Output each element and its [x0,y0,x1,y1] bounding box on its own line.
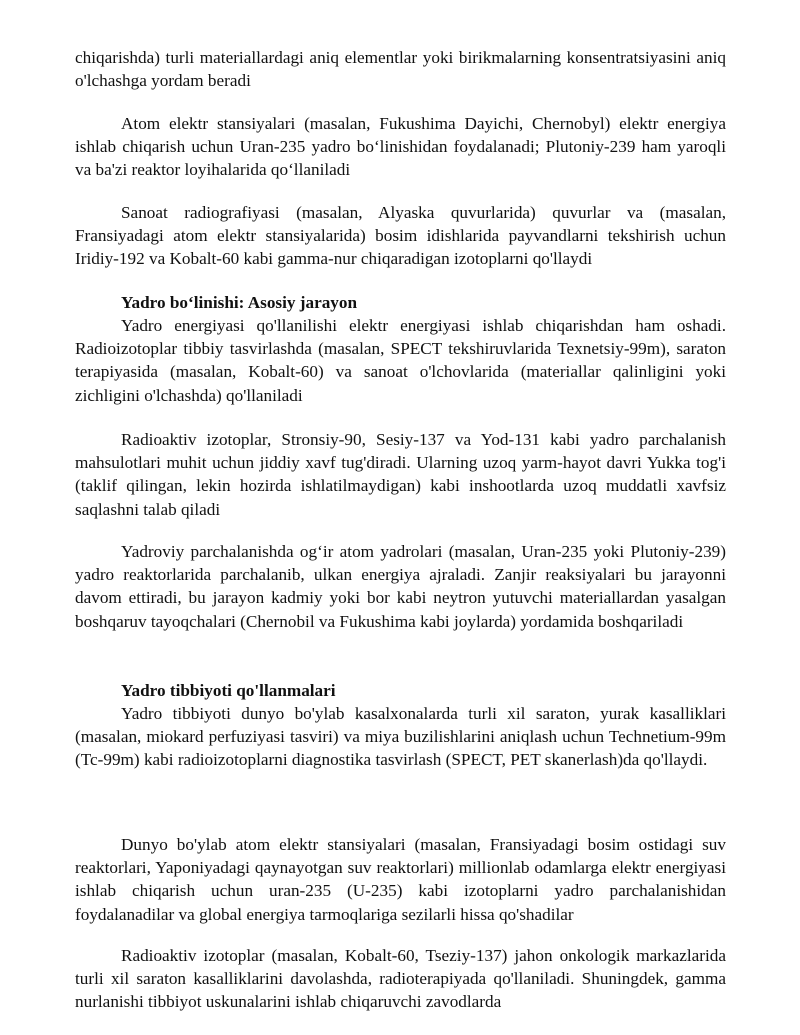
paragraph-industrial-radiography: Sanoat radiografiyasi (masalan, Alyaska quvurlarida) quvurlar va (masalan, Fransiyadagi atom elektr stansiyalarida) bosim idishlarida payvandlarni tekshirish uchun Iridiy-192 va Kobalt-60 kabi gamma-nur chiqaradigan izotoplarni qo'llaydi [75,203,726,269]
paragraph-fission-chain-reaction: Yadroviy parchalanishda og‘ir atom yadrolari (masalan, Uran-235 yoki Plutoniy-239) yadro reaktorlarida parchalanib, ulkan energiya ajraladi. Zanjir reaksiyalari bu jarayonni davom ettiradi, bu jarayon kadmiy yoki bor kabi neytron yutuvchi materiallardan yasalgan boshqaruv tayoqchalari (Chernobil va Fukushima kabi joylarda) yordamida boshqariladi [75,542,726,631]
paragraph-measurement-continuation: chiqarishda) turli materiallardagi aniq elementlar yoki birikmalarning konsentratsiyasini aniq o'lchashga yordam beradi [75,48,726,91]
paragraph-radioisotope-applications: Yadro energiyasi qo'llanilishi elektr energiyasi ishlab chiqarishdan ham oshadi. Radioizotoplar tibbiy tasvirlashda (masalan, SPECT tekshiruvlarida Texnetsiy-99m), saraton terapiyasida (masalan, Kobalt-60) va sanoat o'lchovlarida (materiallar qalinligini yoki zichligini o'lchashda) qo'llaniladi [75,316,726,405]
paragraph-world-nuclear-plants: Dunyo bo'ylab atom elektr stansiyalari (masalan, Fransiyadagi bosim ostidagi suv reaktorlari, Yaponiyadagi qaynayotgan suv reaktorlari) millionlab odamlarga elektr energiyasi ishlab chiqarish uchun uran-235 (U-235) kabi izotoplarni yadro parchalanishidan foydalanadilar va global energiya tarmoqlariga sezilarli hissa qo'shadilar [75,835,726,924]
paragraph-nuclear-medicine: Yadro tibbiyoti dunyo bo'ylab kasalxonalarda turli xil saraton, yurak kasalliklari (masalan, miokard perfuziyasi tasviri) va miya buzilishlarini aniqlash uchun Technetium-99m (Tc-99m) kabi radioizotoplarni diagnostika tasvirlash (SPECT, PET skanerlash)da qo'llaydi. [75,704,726,770]
paragraph-nuclear-power-plants: Atom elektr stansiyalari (masalan, Fukushima Dayichi, Chernobyl) elektr energiya ishlab chiqarish uchun Uran-235 yadro bo‘linishidan foydalanadi; Plutoniy-239 ham yaroqli va ba'zi reaktor loyihalarida qo‘llaniladi [75,114,726,180]
heading-nuclear-medicine: Yadro tibbiyoti qo'llanmalari [121,681,336,700]
paragraph-fission-products: Radioaktiv izotoplar, Stronsiy-90, Sesiy-137 va Yod-131 kabi yadro parchalanish mahsulotlari muhit uchun jiddiy xavf tug'diradi. Ularning uzoq yarm-hayot davri Yukka tog'i (taklif qilingan, lekin hozirda ishlatilmaydigan) kabi inshootlarda uzoq muddatli xavfsiz saqlashni talab qiladi [75,430,726,519]
heading-nuclear-fission: Yadro bo‘linishi: Asosiy jarayon [121,293,358,312]
paragraph-radiotherapy-isotopes: Radioaktiv izotoplar (masalan, Kobalt-60, Tseziy-137) jahon onkologik markazlarida turli xil saraton kasalliklarini davolashda, radioterapiyada qo'llaniladi. Shuningdek, gamma nurlanishi tibbiyot uskunalarini ishlab chiqaruvchi zavodlarda [75,946,726,1012]
